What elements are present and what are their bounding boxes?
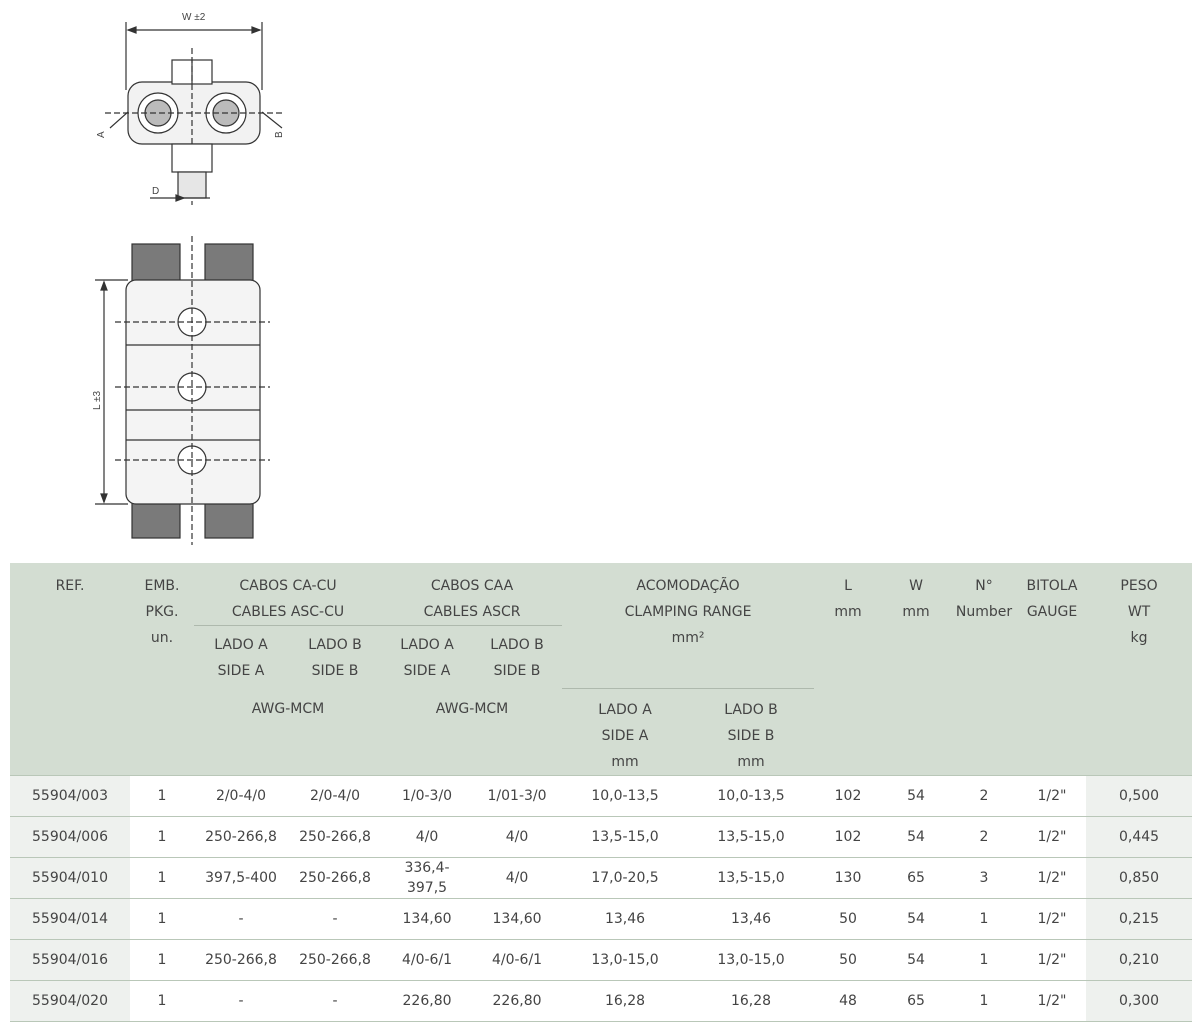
cell-ca-cu-a: - (194, 898, 288, 939)
dim-label-l: L ±3 (92, 390, 103, 410)
cell-weight: 0,300 (1086, 980, 1192, 1021)
cell-range-b: 13,0-15,0 (688, 939, 814, 980)
header-side-b-1: LADO B (490, 637, 544, 653)
header-side-a-2: SIDE A (601, 727, 649, 744)
cell-emb: 1 (130, 980, 194, 1021)
cell-range-b: 13,5-15,0 (688, 816, 814, 857)
cell-caa-b: 4/0-6/1 (472, 939, 562, 980)
cell-caa-a: 1/0-3/0 (382, 775, 472, 816)
cell-range-a: 17,0-20,5 (562, 857, 688, 898)
cell-w: 54 (882, 898, 950, 939)
cell-ref: 55904/014 (10, 898, 130, 939)
dim-label-w: W ±2 (182, 12, 206, 23)
cell-ca-cu-b: 250-266,8 (288, 939, 382, 980)
header-awg-mcm: AWG-MCM (251, 701, 325, 717)
cell-l: 50 (814, 898, 882, 939)
cell-caa-b: 1/01-3/0 (472, 775, 562, 816)
cell-caa-b: 226,80 (472, 980, 562, 1021)
cell-gauge: 1/2" (1018, 898, 1086, 939)
cell-ca-cu-b: 250-266,8 (288, 816, 382, 857)
cell-number: 3 (950, 857, 1018, 898)
header-emb (130, 563, 194, 775)
header-gauge (1018, 563, 1086, 775)
header-range-side-b (688, 688, 814, 775)
table-row (10, 775, 1192, 816)
spec-table-grid (10, 563, 1192, 1022)
header-ref (10, 563, 130, 775)
header-w-1: W (909, 578, 923, 594)
cell-weight: 0,850 (1086, 857, 1192, 898)
dim-label-b: B (274, 131, 285, 138)
cell-ref: 55904/020 (10, 980, 130, 1021)
dim-label-a: A (96, 131, 107, 138)
header-mm: mm (611, 753, 639, 770)
header-side-a-1: LADO A (598, 701, 652, 718)
header-ca-cu-2: CABLES ASC-CU (231, 604, 345, 620)
cell-ca-cu-b: - (288, 898, 382, 939)
cell-weight: 0,210 (1086, 939, 1192, 980)
cell-ref: 55904/006 (10, 816, 130, 857)
cell-range-a: 13,0-15,0 (562, 939, 688, 980)
cell-ca-cu-a: 250-266,8 (194, 939, 288, 980)
header-peso (1086, 563, 1192, 775)
header-emb-2: PKG. (145, 604, 179, 620)
table-row (10, 857, 1192, 898)
header-side-a-1: LADO A (214, 637, 268, 653)
header-w (882, 563, 950, 775)
cell-ca-cu-a: 397,5-400 (194, 857, 288, 898)
cell-emb: 1 (130, 775, 194, 816)
header-caa (382, 563, 562, 626)
header-number (950, 563, 1018, 775)
cell-range-b: 16,28 (688, 980, 814, 1021)
header-caa-2: CABLES ASCR (423, 604, 521, 620)
cell-weight: 0,500 (1086, 775, 1192, 816)
table-row (10, 939, 1192, 980)
cell-gauge: 1/2" (1018, 980, 1086, 1021)
cell-w: 54 (882, 775, 950, 816)
clamp-drawing (0, 0, 400, 560)
cell-caa-a: 134,60 (382, 898, 472, 939)
cell-gauge: 1/2" (1018, 857, 1086, 898)
cell-ca-cu-b: - (288, 980, 382, 1021)
cell-emb: 1 (130, 898, 194, 939)
header-bitola-1: BITOLA (1026, 578, 1078, 594)
cell-l: 50 (814, 939, 882, 980)
cell-number: 1 (950, 898, 1018, 939)
table-row (10, 980, 1192, 1021)
cell-ca-cu-a: - (194, 980, 288, 1021)
cell-w: 54 (882, 816, 950, 857)
header-peso-2: WT (1127, 604, 1151, 620)
cell-weight: 0,215 (1086, 898, 1192, 939)
header-ca-cu-1: CABOS CA-CU (239, 578, 337, 594)
header-side-a-2: SIDE A (217, 663, 265, 679)
spec-table (10, 563, 1192, 1023)
header-ref-text: REF. (55, 578, 85, 594)
header-caa-side-a (382, 626, 472, 689)
cell-caa-b: 134,60 (472, 898, 562, 939)
header-caa-side-b (472, 626, 562, 689)
cell-emb: 1 (130, 939, 194, 980)
header-ca-cu-side-b (288, 626, 382, 689)
cell-ca-cu-b: 250-266,8 (288, 857, 382, 898)
cell-caa-b: 4/0 (472, 857, 562, 898)
cell-w: 65 (882, 857, 950, 898)
header-l-1: L (844, 578, 852, 594)
cell-weight: 0,445 (1086, 816, 1192, 857)
cell-l: 102 (814, 816, 882, 857)
header-side-b-1: LADO B (724, 701, 778, 718)
header-peso-1: PESO (1120, 578, 1158, 594)
cell-range-a: 13,46 (562, 898, 688, 939)
cell-ca-cu-a: 2/0-4/0 (194, 775, 288, 816)
header-mm: mm (737, 753, 765, 770)
header-acomodacao (562, 563, 814, 688)
table-row (10, 898, 1192, 939)
cell-l: 130 (814, 857, 882, 898)
cell-number: 1 (950, 939, 1018, 980)
cell-gauge: 1/2" (1018, 939, 1086, 980)
cell-ref: 55904/003 (10, 775, 130, 816)
cell-ref: 55904/010 (10, 857, 130, 898)
header-acom-2: CLAMPING RANGE (624, 604, 752, 620)
table-header (10, 563, 1192, 775)
cell-range-b: 13,46 (688, 898, 814, 939)
cell-caa-a: 4/0-6/1 (382, 939, 472, 980)
cell-gauge: 1/2" (1018, 816, 1086, 857)
header-side-a-1: LADO A (400, 637, 454, 653)
cell-number: 1 (950, 980, 1018, 1021)
header-w-2: mm (902, 604, 930, 620)
cell-w: 54 (882, 939, 950, 980)
header-ca-cu-awg (194, 688, 382, 775)
header-side-b-2: SIDE B (727, 727, 775, 744)
cell-ca-cu-b: 2/0-4/0 (288, 775, 382, 816)
table-body (10, 775, 1192, 1021)
header-side-a-2: SIDE A (403, 663, 451, 679)
header-range-side-a (562, 688, 688, 775)
cell-number: 2 (950, 775, 1018, 816)
cell-emb: 1 (130, 816, 194, 857)
cell-caa-a (382, 857, 472, 898)
cell-caa-a-text: 336,4-397,5 (404, 859, 450, 896)
header-ca-cu-side-a (194, 626, 288, 689)
cell-gauge: 1/2" (1018, 775, 1086, 816)
header-n-2: Number (955, 604, 1013, 620)
dim-label-d: D (152, 186, 160, 197)
header-l (814, 563, 882, 775)
header-emb-1: EMB. (144, 578, 180, 594)
cell-l: 102 (814, 775, 882, 816)
cell-w: 65 (882, 980, 950, 1021)
header-side-b-1: LADO B (308, 637, 362, 653)
cell-range-b: 13,5-15,0 (688, 857, 814, 898)
header-ca-cu (194, 563, 382, 626)
cell-range-a: 16,28 (562, 980, 688, 1021)
cell-number: 2 (950, 816, 1018, 857)
header-caa-awg (382, 688, 562, 775)
cell-caa-a: 226,80 (382, 980, 472, 1021)
header-n-1: N° (975, 578, 993, 594)
cell-l: 48 (814, 980, 882, 1021)
header-caa-1: CABOS CAA (430, 578, 514, 594)
cell-range-a: 10,0-13,5 (562, 775, 688, 816)
cell-ref: 55904/016 (10, 939, 130, 980)
cell-range-b: 10,0-13,5 (688, 775, 814, 816)
header-peso-3: kg (1130, 630, 1148, 646)
cell-caa-a: 4/0 (382, 816, 472, 857)
header-emb-3: un. (150, 630, 174, 646)
header-l-2: mm (834, 604, 862, 620)
header-side-b-2: SIDE B (493, 663, 541, 679)
cell-ca-cu-a: 250-266,8 (194, 816, 288, 857)
header-bitola-2: GAUGE (1026, 604, 1078, 620)
cell-caa-b: 4/0 (472, 816, 562, 857)
header-acom-1: ACOMODAÇÃO (636, 578, 740, 594)
header-side-b-2: SIDE B (311, 663, 359, 679)
header-awg-mcm: AWG-MCM (435, 701, 509, 717)
cell-range-a: 13,5-15,0 (562, 816, 688, 857)
cell-emb: 1 (130, 857, 194, 898)
header-acom-3: mm² (671, 630, 705, 646)
table-row (10, 816, 1192, 857)
